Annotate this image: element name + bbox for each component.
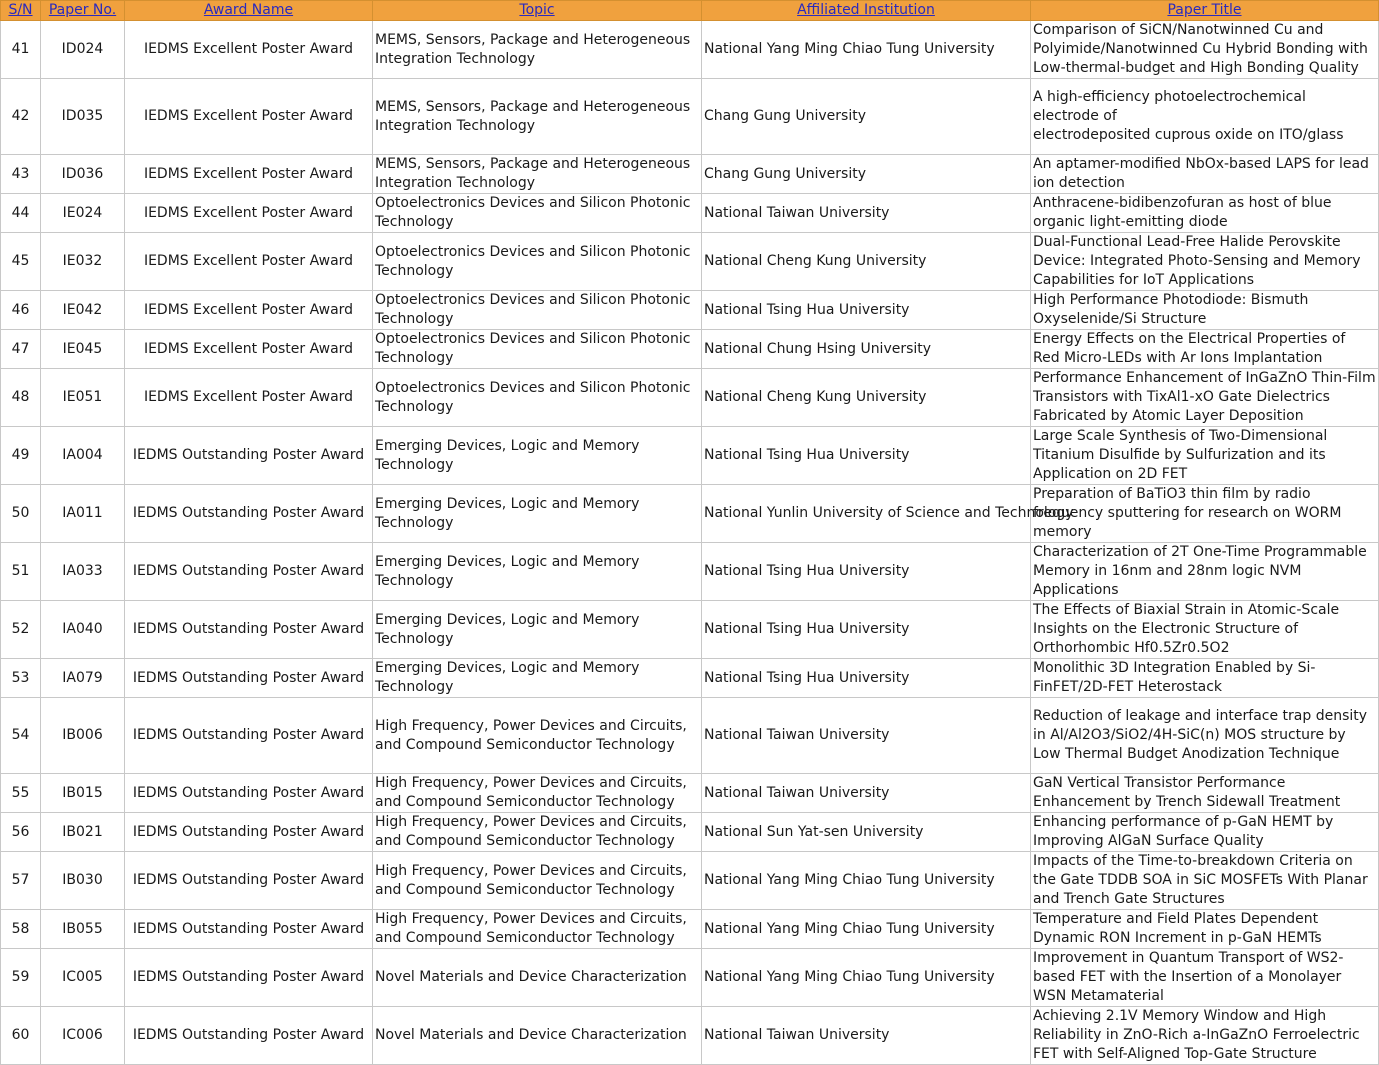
cell-institution[interactable]: National Yang Ming Chiao Tung University bbox=[702, 910, 1031, 949]
cell-institution[interactable]: National Yunlin University of Science and Technology bbox=[702, 485, 1031, 543]
table-row[interactable] bbox=[1, 601, 1379, 659]
cell-paper-title[interactable]: Anthracene-bidibenzofuran as host of blue organic light-emitting diode bbox=[1031, 194, 1379, 233]
cell-award-name[interactable]: IEDMS Excellent Poster Award bbox=[125, 233, 373, 291]
cell-institution[interactable]: Chang Gung University bbox=[702, 155, 1031, 194]
cell-topic[interactable]: Emerging Devices, Logic and Memory Technology bbox=[373, 659, 702, 698]
cell-institution[interactable]: Chang Gung University bbox=[702, 79, 1031, 155]
table-row[interactable] bbox=[1, 21, 1379, 79]
table-row[interactable] bbox=[1, 659, 1379, 698]
cell-paper-title[interactable]: Preparation of BaTiO3 thin film by radio frequency sputtering for research on WORM memory bbox=[1031, 485, 1379, 543]
cell-institution[interactable]: National Yang Ming Chiao Tung University bbox=[702, 949, 1031, 1007]
cell-paper-no[interactable]: ID024 bbox=[41, 21, 125, 79]
cell-sn[interactable]: 44 bbox=[1, 194, 41, 233]
cell-paper-no[interactable]: IE045 bbox=[41, 330, 125, 369]
cell-paper-title[interactable]: Characterization of 2T One-Time Programmable Memory in 16nm and 28nm logic NVM Applications bbox=[1031, 543, 1379, 601]
cell-award-name[interactable]: IEDMS Outstanding Poster Award bbox=[125, 427, 373, 485]
cell-award-name[interactable]: IEDMS Outstanding Poster Award bbox=[125, 910, 373, 949]
cell-paper-no[interactable]: IE024 bbox=[41, 194, 125, 233]
cell-institution[interactable]: National Yang Ming Chiao Tung University bbox=[702, 21, 1031, 79]
cell-sn[interactable]: 49 bbox=[1, 427, 41, 485]
cell-sn[interactable]: 48 bbox=[1, 369, 41, 427]
cell-award-name[interactable]: IEDMS Excellent Poster Award bbox=[125, 291, 373, 330]
cell-institution[interactable]: National Tsing Hua University bbox=[702, 427, 1031, 485]
cell-topic[interactable]: Optoelectronics Devices and Silicon Photonic Technology bbox=[373, 330, 702, 369]
table-row[interactable] bbox=[1, 813, 1379, 852]
cell-paper-no[interactable]: ID036 bbox=[41, 155, 125, 194]
table-header bbox=[1, 1, 1379, 21]
table-row[interactable] bbox=[1, 949, 1379, 1007]
cell-institution[interactable]: National Yang Ming Chiao Tung University bbox=[702, 852, 1031, 910]
cell-topic[interactable]: MEMS, Sensors, Package and Heterogeneous Integration Technology bbox=[373, 21, 702, 79]
cell-paper-title[interactable]: Reduction of leakage and interface trap density in Al/Al2O3/SiO2/4H-SiC(n) MOS structure by Low Thermal Budget Anodization Technique bbox=[1031, 698, 1379, 774]
table-row[interactable] bbox=[1, 291, 1379, 330]
cell-paper-no[interactable]: IA040 bbox=[41, 601, 125, 659]
cell-paper-no[interactable]: IB055 bbox=[41, 910, 125, 949]
table-row[interactable] bbox=[1, 543, 1379, 601]
cell-award-name[interactable]: IEDMS Excellent Poster Award bbox=[125, 194, 373, 233]
cell-paper-no[interactable]: IA079 bbox=[41, 659, 125, 698]
cell-paper-title[interactable]: Temperature and Field Plates Dependent Dynamic RON Increment in p-GaN HEMTs bbox=[1031, 910, 1379, 949]
cell-paper-title[interactable]: Comparison of SiCN/Nanotwinned Cu and Polyimide/Nanotwinned Cu Hybrid Bonding with Low-thermal-budget and High Bonding Quality bbox=[1031, 21, 1379, 79]
header-award-name[interactable]: Award Name bbox=[125, 1, 373, 21]
cell-sn[interactable]: 52 bbox=[1, 601, 41, 659]
table-row[interactable] bbox=[1, 910, 1379, 949]
table-row[interactable] bbox=[1, 774, 1379, 813]
cell-paper-title[interactable]: Large Scale Synthesis of Two-Dimensional Titanium Disulfide by Sulfurization and its Application on 2D FET bbox=[1031, 427, 1379, 485]
cell-paper-no[interactable]: IB006 bbox=[41, 698, 125, 774]
cell-award-name[interactable]: IEDMS Outstanding Poster Award bbox=[125, 659, 373, 698]
cell-paper-title[interactable]: High Performance Photodiode: Bismuth Oxyselenide/Si Structure bbox=[1031, 291, 1379, 330]
header-affiliated-institution[interactable]: Affiliated Institution bbox=[702, 1, 1031, 21]
cell-paper-no[interactable]: IC006 bbox=[41, 1007, 125, 1065]
cell-paper-no[interactable]: IC005 bbox=[41, 949, 125, 1007]
cell-sn[interactable]: 45 bbox=[1, 233, 41, 291]
header-paper-no[interactable]: Paper No. bbox=[41, 1, 125, 21]
cell-institution[interactable]: National Taiwan University bbox=[702, 774, 1031, 813]
cell-institution[interactable]: National Taiwan University bbox=[702, 194, 1031, 233]
cell-paper-title[interactable]: Achieving 2.1V Memory Window and High Reliability in ZnO-Rich a-InGaZnO Ferroelectric FET with Self-Aligned Top-Gate Structure bbox=[1031, 1007, 1379, 1065]
cell-sn[interactable]: 57 bbox=[1, 852, 41, 910]
cell-award-name[interactable]: IEDMS Outstanding Poster Award bbox=[125, 601, 373, 659]
cell-topic[interactable]: Novel Materials and Device Characterization bbox=[373, 1007, 702, 1065]
header-paper-title[interactable]: Paper Title bbox=[1031, 1, 1379, 21]
table-row[interactable] bbox=[1, 79, 1379, 155]
cell-topic[interactable]: MEMS, Sensors, Package and Heterogeneous Integration Technology bbox=[373, 155, 702, 194]
cell-sn[interactable]: 43 bbox=[1, 155, 41, 194]
cell-paper-no[interactable]: IE051 bbox=[41, 369, 125, 427]
cell-institution[interactable]: National Taiwan University bbox=[702, 698, 1031, 774]
table-body bbox=[1, 21, 1379, 1065]
cell-institution[interactable]: National Taiwan University bbox=[702, 1007, 1031, 1065]
cell-award-name[interactable]: IEDMS Outstanding Poster Award bbox=[125, 813, 373, 852]
cell-paper-title[interactable]: A high-efficiency photoelectrochemical electrode of electrodeposited cuprous oxide on ITO/glass bbox=[1031, 79, 1379, 155]
header-topic[interactable]: Topic bbox=[373, 1, 702, 21]
cell-sn[interactable]: 60 bbox=[1, 1007, 41, 1065]
cell-paper-title[interactable]: GaN Vertical Transistor Performance Enhancement by Trench Sidewall Treatment bbox=[1031, 774, 1379, 813]
cell-sn[interactable]: 54 bbox=[1, 698, 41, 774]
cell-award-name[interactable]: IEDMS Outstanding Poster Award bbox=[125, 485, 373, 543]
table-row[interactable] bbox=[1, 369, 1379, 427]
cell-paper-no[interactable]: IA011 bbox=[41, 485, 125, 543]
table-row[interactable] bbox=[1, 485, 1379, 543]
cell-sn[interactable]: 41 bbox=[1, 21, 41, 79]
table-row[interactable] bbox=[1, 852, 1379, 910]
cell-award-name[interactable]: IEDMS Excellent Poster Award bbox=[125, 21, 373, 79]
table-row[interactable] bbox=[1, 698, 1379, 774]
cell-topic[interactable]: High Frequency, Power Devices and Circuits, and Compound Semiconductor Technology bbox=[373, 852, 702, 910]
cell-award-name[interactable]: IEDMS Outstanding Poster Award bbox=[125, 543, 373, 601]
cell-institution[interactable]: National Tsing Hua University bbox=[702, 659, 1031, 698]
cell-institution[interactable]: National Cheng Kung University bbox=[702, 233, 1031, 291]
cell-topic[interactable]: Optoelectronics Devices and Silicon Photonic Technology bbox=[373, 369, 702, 427]
cell-paper-no[interactable]: IB015 bbox=[41, 774, 125, 813]
table-row[interactable] bbox=[1, 194, 1379, 233]
header-row bbox=[1, 1, 1379, 21]
header-sn[interactable]: S/N bbox=[1, 1, 41, 21]
cell-sn[interactable]: 56 bbox=[1, 813, 41, 852]
cell-institution[interactable]: National Sun Yat-sen University bbox=[702, 813, 1031, 852]
cell-award-name[interactable]: IEDMS Outstanding Poster Award bbox=[125, 774, 373, 813]
table-row[interactable] bbox=[1, 233, 1379, 291]
cell-institution[interactable]: National Tsing Hua University bbox=[702, 543, 1031, 601]
cell-award-name[interactable]: IEDMS Excellent Poster Award bbox=[125, 330, 373, 369]
cell-sn[interactable]: 59 bbox=[1, 949, 41, 1007]
cell-sn[interactable]: 51 bbox=[1, 543, 41, 601]
cell-topic[interactable]: High Frequency, Power Devices and Circuits, and Compound Semiconductor Technology bbox=[373, 910, 702, 949]
cell-institution[interactable]: National Tsing Hua University bbox=[702, 291, 1031, 330]
cell-paper-title[interactable]: Dual-Functional Lead-Free Halide Perovskite Device: Integrated Photo-Sensing and Memory Capabilities for IoT Applications bbox=[1031, 233, 1379, 291]
cell-paper-no[interactable]: IB021 bbox=[41, 813, 125, 852]
cell-topic[interactable]: Optoelectronics Devices and Silicon Photonic Technology bbox=[373, 291, 702, 330]
cell-topic[interactable]: Optoelectronics Devices and Silicon Photonic Technology bbox=[373, 194, 702, 233]
cell-award-name[interactable]: IEDMS Outstanding Poster Award bbox=[125, 949, 373, 1007]
cell-paper-no[interactable]: IB030 bbox=[41, 852, 125, 910]
table-row[interactable] bbox=[1, 427, 1379, 485]
cell-paper-title[interactable]: Impacts of the Time-to-breakdown Criteria on the Gate TDDB SOA in SiC MOSFETs With Planar and Trench Gate Structures bbox=[1031, 852, 1379, 910]
cell-paper-title[interactable]: Enhancing performance of p-GaN HEMT by Improving AlGaN Surface Quality bbox=[1031, 813, 1379, 852]
cell-topic[interactable]: High Frequency, Power Devices and Circuits, and Compound Semiconductor Technology bbox=[373, 813, 702, 852]
cell-topic[interactable]: Emerging Devices, Logic and Memory Technology bbox=[373, 485, 702, 543]
table-row[interactable] bbox=[1, 330, 1379, 369]
cell-paper-title[interactable]: Performance Enhancement of InGaZnO Thin-Film Transistors with TixAl1-xO Gate Dielectrics Fabricated by Atomic Layer Deposition bbox=[1031, 369, 1379, 427]
cell-paper-title[interactable]: An aptamer-modified NbOx-based LAPS for lead ion detection bbox=[1031, 155, 1379, 194]
cell-topic[interactable]: High Frequency, Power Devices and Circuits, and Compound Semiconductor Technology bbox=[373, 698, 702, 774]
cell-paper-title[interactable]: Monolithic 3D Integration Enabled by Si-FinFET/2D-FET Heterostack bbox=[1031, 659, 1379, 698]
table-row[interactable] bbox=[1, 155, 1379, 194]
cell-paper-title[interactable]: The Effects of Biaxial Strain in Atomic-Scale Insights on the Electronic Structure of Orthorhombic Hf0.5Zr0.5O2 bbox=[1031, 601, 1379, 659]
table-row[interactable] bbox=[1, 1007, 1379, 1065]
cell-sn[interactable]: 55 bbox=[1, 774, 41, 813]
cell-topic[interactable]: High Frequency, Power Devices and Circuits, and Compound Semiconductor Technology bbox=[373, 774, 702, 813]
cell-topic[interactable]: Emerging Devices, Logic and Memory Technology bbox=[373, 427, 702, 485]
cell-award-name[interactable]: IEDMS Outstanding Poster Award bbox=[125, 698, 373, 774]
cell-paper-no[interactable]: IE042 bbox=[41, 291, 125, 330]
cell-topic[interactable]: MEMS, Sensors, Package and Heterogeneous Integration Technology bbox=[373, 79, 702, 155]
cell-award-name[interactable]: IEDMS Outstanding Poster Award bbox=[125, 852, 373, 910]
cell-paper-title[interactable]: Improvement in Quantum Transport of WS2-based FET with the Insertion of a Monolayer WSN Metamaterial bbox=[1031, 949, 1379, 1007]
cell-topic[interactable]: Emerging Devices, Logic and Memory Technology bbox=[373, 601, 702, 659]
cell-sn[interactable]: 46 bbox=[1, 291, 41, 330]
cell-sn[interactable]: 53 bbox=[1, 659, 41, 698]
cell-paper-no[interactable]: IA033 bbox=[41, 543, 125, 601]
cell-institution[interactable]: National Chung Hsing University bbox=[702, 330, 1031, 369]
cell-topic[interactable]: Novel Materials and Device Characterization bbox=[373, 949, 702, 1007]
cell-sn[interactable]: 58 bbox=[1, 910, 41, 949]
cell-institution[interactable]: National Cheng Kung University bbox=[702, 369, 1031, 427]
cell-award-name[interactable]: IEDMS Excellent Poster Award bbox=[125, 79, 373, 155]
cell-award-name[interactable]: IEDMS Excellent Poster Award bbox=[125, 155, 373, 194]
cell-sn[interactable]: 50 bbox=[1, 485, 41, 543]
cell-paper-no[interactable]: IE032 bbox=[41, 233, 125, 291]
cell-award-name[interactable]: IEDMS Outstanding Poster Award bbox=[125, 1007, 373, 1065]
cell-paper-no[interactable]: ID035 bbox=[41, 79, 125, 155]
cell-topic[interactable]: Emerging Devices, Logic and Memory Technology bbox=[373, 543, 702, 601]
cell-sn[interactable]: 42 bbox=[1, 79, 41, 155]
cell-award-name[interactable]: IEDMS Excellent Poster Award bbox=[125, 369, 373, 427]
cell-paper-no[interactable]: IA004 bbox=[41, 427, 125, 485]
cell-paper-title[interactable]: Energy Effects on the Electrical Properties of Red Micro-LEDs with Ar Ions Implantation bbox=[1031, 330, 1379, 369]
cell-institution[interactable]: National Tsing Hua University bbox=[702, 601, 1031, 659]
cell-topic[interactable]: Optoelectronics Devices and Silicon Photonic Technology bbox=[373, 233, 702, 291]
cell-sn[interactable]: 47 bbox=[1, 330, 41, 369]
